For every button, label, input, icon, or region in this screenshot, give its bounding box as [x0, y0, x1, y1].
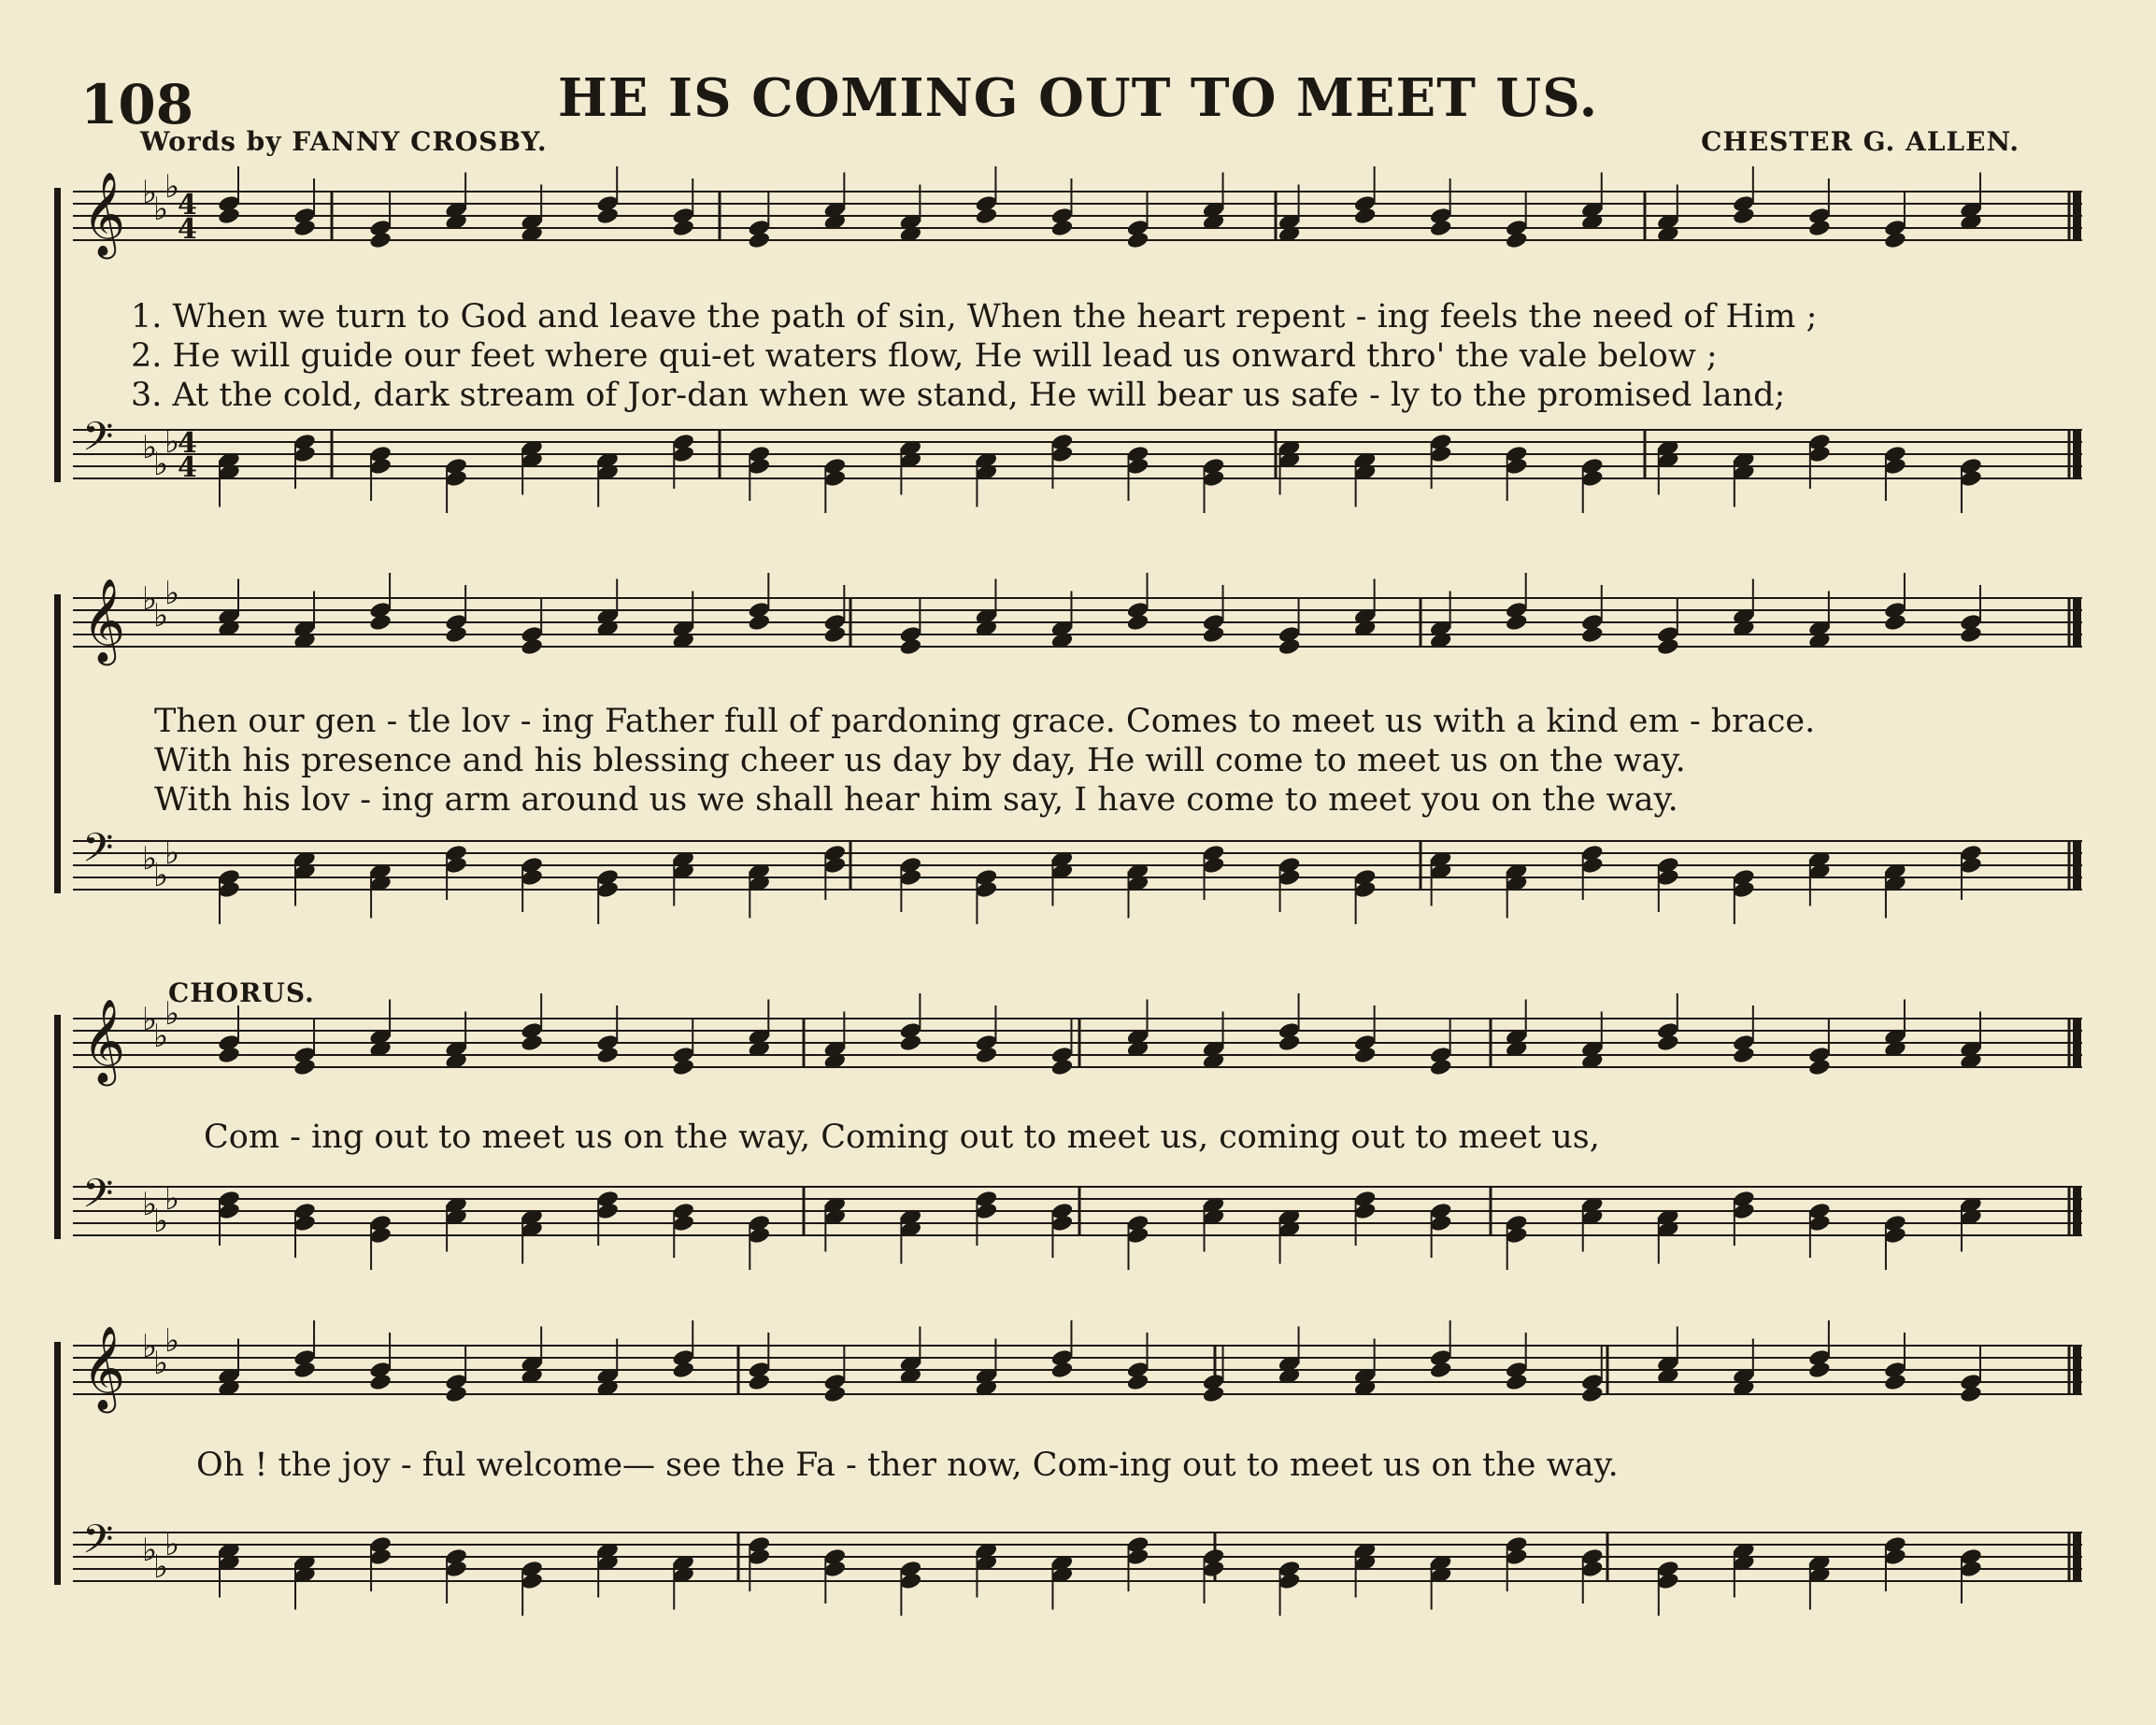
flat-sign: ♭ — [153, 597, 169, 634]
flat-sign: ♭ — [153, 1548, 169, 1586]
hymn-title: HE IS COMING OUT TO MEET US. — [557, 67, 1599, 129]
time-signature: 4 — [178, 189, 197, 221]
flat-sign: ♭ — [164, 1322, 180, 1360]
flat-sign: ♭ — [142, 174, 158, 211]
bass-clef: 𝄢 — [82, 1517, 114, 1573]
flat-sign: ♭ — [164, 995, 180, 1033]
final-barline — [2073, 841, 2081, 890]
flat-sign: ♭ — [164, 1180, 180, 1218]
verse-1-line-2: Then our gen - tle lov - ing Father full of pardoning grace. Comes to meet us with a kind em - brace. — [154, 703, 1816, 740]
flat-sign: ♭ — [153, 1345, 169, 1382]
flat-sign: ♭ — [142, 1328, 158, 1365]
final-barline — [2073, 598, 2081, 647]
chorus-line-2: Oh ! the joy - ful welcome— see the Fa - ther now, Com-ing out to meet us on the way. — [196, 1447, 1619, 1484]
final-barline — [2073, 1187, 2081, 1235]
flat-sign: ♭ — [153, 191, 169, 228]
verse-3-line-1: 3. At the cold, dark stream of Jor-dan when we stand, He will bear us safe - ly to the promised land; — [131, 377, 1786, 414]
bass-clef: 𝄢 — [82, 414, 114, 470]
flat-sign: ♭ — [164, 834, 180, 872]
flat-sign: ♭ — [142, 429, 158, 466]
chorus-label: CHORUS. — [168, 977, 315, 1008]
flat-sign: ♭ — [142, 1001, 158, 1038]
system-bracket — [54, 1342, 61, 1585]
flat-sign: ♭ — [142, 840, 158, 877]
verse-1-line-1: 1. When we turn to God and leave the path of sin, When the heart repent - ing feels the need of Him ; — [131, 298, 1818, 335]
verse-3-line-2: With his lov - ing arm around us we shall hear him say, I have come to meet you on the way. — [154, 781, 1678, 819]
flat-sign: ♭ — [142, 1186, 158, 1223]
flat-sign: ♭ — [142, 1532, 158, 1569]
flat-sign: ♭ — [153, 446, 169, 483]
treble-clef: 𝄞 — [82, 172, 126, 256]
final-barline — [2073, 1019, 2081, 1067]
system-bracket — [54, 188, 61, 482]
time-signature: 4 — [178, 451, 197, 484]
composer-credit: CHESTER G. ALLEN. — [1701, 126, 2020, 157]
system-bracket — [54, 1015, 61, 1239]
flat-sign: ♭ — [142, 580, 158, 618]
bass-clef: 𝄢 — [82, 825, 114, 881]
final-barline — [2073, 1533, 2081, 1581]
treble-clef: 𝄞 — [82, 1326, 126, 1410]
final-barline — [2073, 1346, 2081, 1394]
final-barline — [2073, 192, 2081, 240]
treble-clef: 𝄞 — [82, 999, 126, 1083]
flat-sign: ♭ — [153, 1203, 169, 1240]
system-bracket — [54, 594, 61, 893]
page-number: 108 — [80, 73, 194, 136]
verse-2-line-1: 2. He will guide our feet where qui-et waters flow, He will lead us onward thro' the vale below ; — [131, 337, 1718, 375]
bass-clef: 𝄢 — [82, 1171, 114, 1227]
flat-sign: ♭ — [164, 168, 180, 206]
flat-sign: ♭ — [164, 423, 180, 461]
chorus-line-1: Com - ing out to meet us on the way, Coming out to meet us, coming out to meet us, — [204, 1119, 1600, 1156]
flat-sign: ♭ — [153, 1018, 169, 1055]
final-barline — [2073, 430, 2081, 478]
flat-sign: ♭ — [164, 575, 180, 612]
treble-clef: 𝄞 — [82, 578, 126, 663]
words-credit: Words by FANNY CROSBY. — [140, 126, 548, 157]
verse-2-line-2: With his presence and his blessing cheer us day by day, He will come to meet us on the way. — [154, 742, 1686, 779]
flat-sign: ♭ — [164, 1526, 180, 1563]
time-signature: 4 — [178, 213, 197, 246]
flat-sign: ♭ — [153, 857, 169, 894]
time-signature: 4 — [178, 427, 197, 460]
